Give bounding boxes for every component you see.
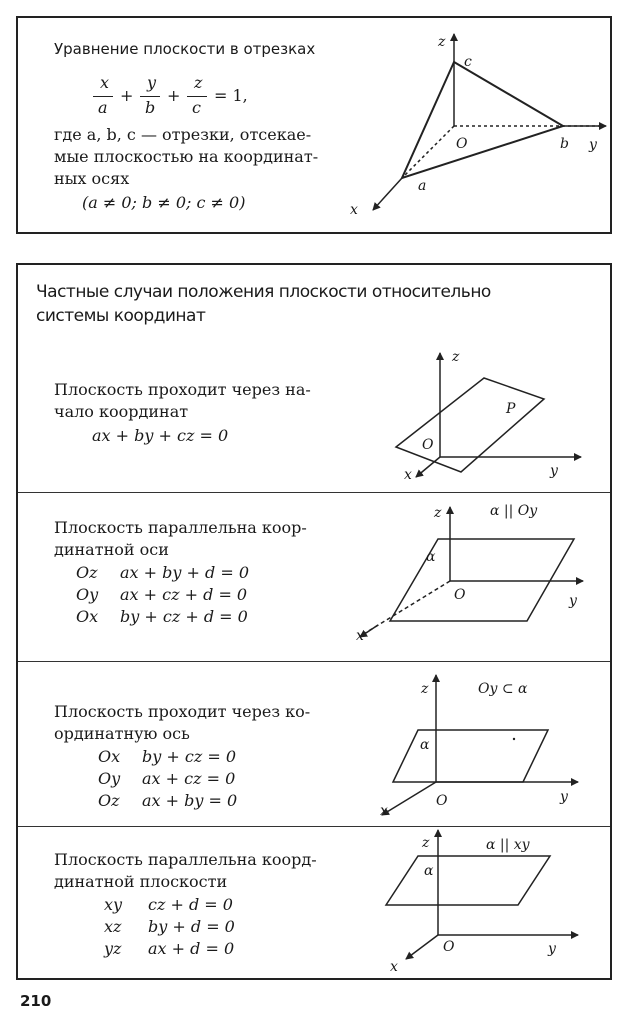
figure-label: P [506, 401, 516, 417]
case3-line1: Плоскость проходит через ко- [54, 702, 311, 721]
plus-2: + [167, 86, 181, 105]
figure-label: α || xy [486, 837, 530, 853]
case2-line1: Плоскость параллельна коор- [54, 518, 307, 537]
frac-x-num: x [100, 73, 110, 92]
case4-plane [386, 856, 550, 905]
figure-label: O [454, 587, 466, 603]
label-o: O [456, 136, 468, 152]
figure-label: z [422, 835, 430, 851]
case4-row3-eq: ax + d = 0 [148, 939, 235, 958]
case3-row2-axis: Oy [98, 769, 121, 788]
intercept-desc-3: ных осях [54, 169, 130, 188]
figure-label: x [404, 467, 412, 483]
figure-label: x [356, 628, 364, 644]
case4-row2-axis: xz [104, 917, 122, 936]
case4-line1: Плоскость параллельна коорд- [54, 850, 317, 869]
figure-label: α || Oy [490, 503, 538, 519]
figure-label: x [390, 959, 398, 975]
case2-row3-axis: Ox [76, 607, 99, 626]
case3-row3-eq: ax + by = 0 [142, 791, 238, 810]
figure-label: O [443, 939, 455, 955]
case1-line2: чало координат [54, 402, 189, 421]
label-c: c [464, 54, 472, 70]
intercept-triangle [402, 62, 563, 178]
case2-row2-eq: ax + cz + d = 0 [120, 585, 248, 604]
case4-row3-axis: yz [104, 939, 122, 958]
special-title-2: системы координат [36, 306, 206, 326]
frac-z-den: c [192, 98, 201, 117]
intercept-desc-1: где a, b, c — отрезки, отсекае- [54, 125, 312, 144]
case2-row1-axis: Oz [76, 563, 98, 582]
figure-label: y [569, 593, 577, 609]
case3-row1-eq: by + cz = 0 [142, 747, 237, 766]
figure-label: x [380, 803, 388, 819]
case4-row1-eq: cz + d = 0 [148, 895, 233, 914]
special-cases-box [16, 263, 612, 980]
frac-x-den: a [98, 98, 108, 117]
equals-one: = 1, [214, 86, 248, 105]
frac-y-den: b [145, 98, 156, 117]
label-z: z [438, 34, 446, 50]
figure-label: y [548, 941, 556, 957]
case2-line2: динатной оси [54, 540, 169, 559]
plus-1: + [120, 86, 134, 105]
x-axis [373, 178, 402, 210]
case3-line2: ординатную ось [54, 724, 190, 743]
figure-label: z [452, 349, 460, 365]
case4-line2: динатной плоскости [54, 872, 228, 891]
label-b: b [560, 136, 569, 152]
label-y: y [589, 137, 597, 153]
figure-label: z [434, 505, 442, 521]
frac-z-num: z [194, 73, 203, 92]
intercept-plane-figure [18, 18, 614, 236]
label-x: x [350, 202, 358, 218]
figure-label: O [436, 793, 448, 809]
figure-label: z [421, 681, 429, 697]
figure-label: y [560, 789, 568, 805]
intercept-condition: (a ≠ 0; b ≠ 0; c ≠ 0) [82, 193, 246, 212]
case4-row1-axis: xy [104, 895, 123, 914]
figure-label: Oy ⊂ α [478, 681, 528, 697]
case2-row2-axis: Oy [76, 585, 99, 604]
case1-line1: Плоскость проходит через на- [54, 380, 311, 399]
special-title-1: Частные случаи положения плоскости относительно [36, 282, 491, 302]
case1-eq: ax + by + cz = 0 [92, 426, 229, 445]
figure-label: y [550, 463, 558, 479]
figure-label: α [424, 863, 434, 879]
figure-label: α [420, 737, 430, 753]
case4-figure [18, 265, 614, 982]
case2-row3-eq: by + cz + d = 0 [120, 607, 248, 626]
case2-row1-eq: ax + by + d = 0 [120, 563, 249, 582]
case3-row3-axis: Oz [98, 791, 120, 810]
case3-row2-eq: ax + cz = 0 [142, 769, 236, 788]
intercept-title: Уравнение плоскости в отрезках [54, 40, 316, 58]
label-a: a [418, 178, 427, 194]
figure-label: O [422, 437, 434, 453]
figure-label: α [426, 549, 436, 565]
case4-row2-eq: by + d = 0 [148, 917, 235, 936]
frac-y-num: y [147, 73, 157, 92]
intercept-form-box [16, 16, 612, 234]
intercept-desc-2: мые плоскостью на координат- [54, 147, 319, 166]
case3-row1-axis: Ox [98, 747, 121, 766]
page-number: 210 [20, 992, 52, 1010]
